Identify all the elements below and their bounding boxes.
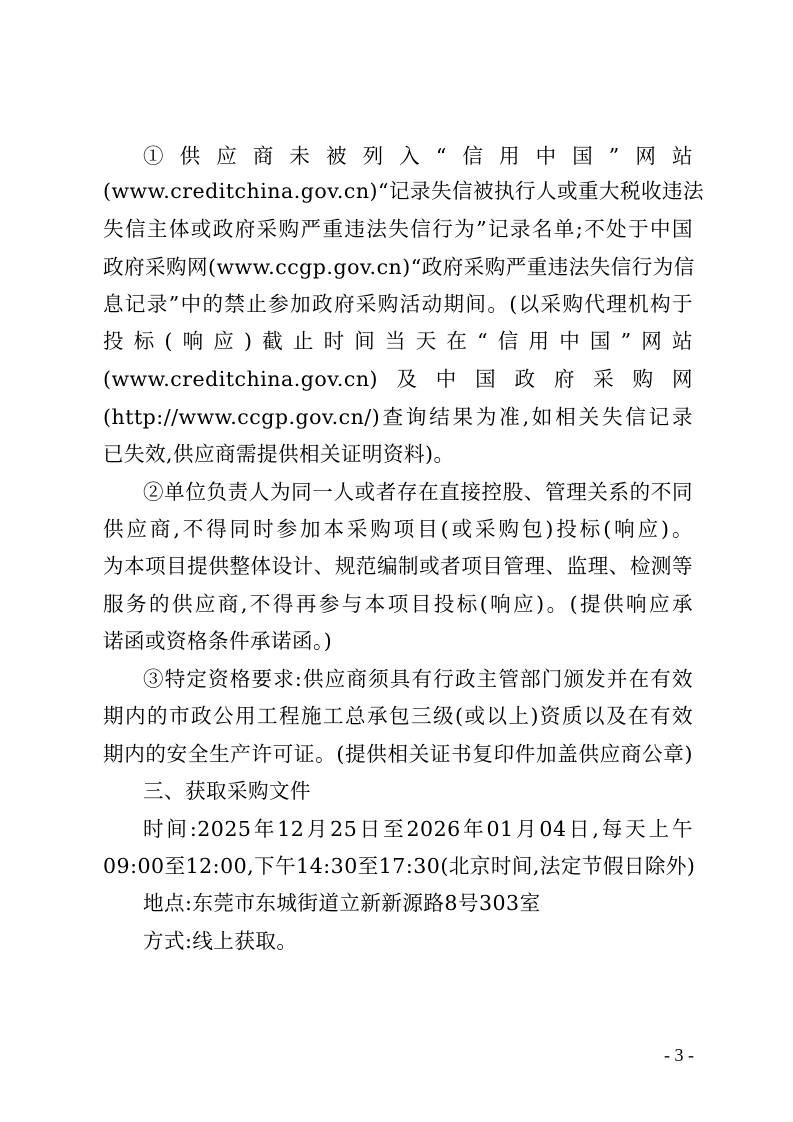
paragraph-1-line-8: (http://www.ccgp.gov.cn/)查询结果为准,如相关失信记录 xyxy=(103,405,693,429)
paragraph-1-line-4: 政府采购网(www.ccgp.gov.cn)“政府采购严重违法失信行为信 xyxy=(103,255,695,279)
paragraph-2-line-4: 服务的供应商,不得再参与本项目投标(响应)。(提供响应承 xyxy=(103,592,693,616)
paragraph-3-line-3: 期内的安全生产许可证。(提供相关证书复印件加盖供应商公章) xyxy=(103,742,693,766)
paragraph-1-line-3: 失信主体或政府采购严重违法失信行为”记录名单;不处于中国 xyxy=(103,217,693,241)
paragraph-1-line-7: (www.creditchina.gov.cn)及中国政府采购网 xyxy=(103,367,693,391)
paragraph-1-line-2: (www.creditchina.gov.cn)“记录失信被执行人或重大税收违法 xyxy=(103,179,705,203)
paragraph-3-line-1: ③特定资格要求:供应商须具有行政主管部门颁发并在有效 xyxy=(143,667,693,691)
paragraph-2-line-2: 供应商,不得同时参加本采购项目(或采购包)投标(响应)。 xyxy=(103,517,693,541)
paragraph-2-line-3: 为本项目提供整体设计、规范编制或者项目管理、监理、检测等 xyxy=(103,554,693,578)
section-heading: 三、获取采购文件 xyxy=(143,779,311,803)
time-line-1: 时间:2025年12月25日至2026年01月04日,每天上午 xyxy=(143,817,693,841)
page-number: - 3 - xyxy=(664,1045,694,1065)
time-line-2: 09:00至12:00,下午14:30至17:30(北京时间,法定节假日除外) xyxy=(103,854,696,878)
paragraph-1-line-1: ①供应商未被列入“信用中国”网站 xyxy=(143,144,693,168)
paragraph-3-line-2: 期内的市政公用工程施工总承包三级(或以上)资质以及在有效 xyxy=(103,704,693,728)
paragraph-1-line-5: 息记录”中的禁止参加政府采购活动期间。(以采购代理机构于 xyxy=(103,292,693,316)
paragraph-1-line-6: 投标(响应)截止时间当天在“信用中国”网站 xyxy=(103,329,693,353)
paragraph-2-line-1: ②单位负责人为同一人或者存在直接控股、管理关系的不同 xyxy=(143,480,693,504)
location-line: 地点:东莞市东城街道立新新源路8号303室 xyxy=(143,891,541,915)
method-line: 方式:线上获取。 xyxy=(143,929,298,953)
paragraph-2-line-5: 诺函或资格条件承诺函。) xyxy=(103,629,333,653)
paragraph-1-line-9: 已失效,供应商需提供相关证明资料)。 xyxy=(103,442,455,466)
